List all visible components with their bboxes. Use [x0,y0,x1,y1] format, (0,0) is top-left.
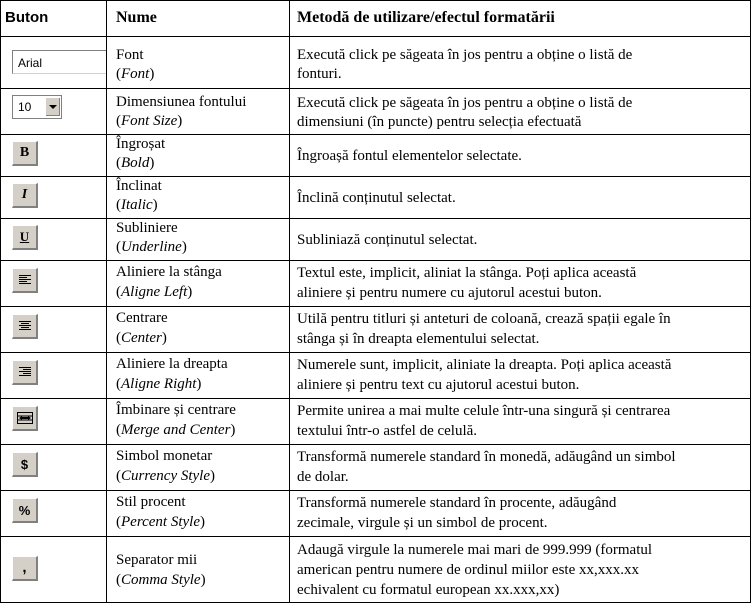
align-left-button[interactable] [12,268,38,293]
row-desc-line2: aliniere și pentru text cu ajutorul acestui buton. [297,377,580,393]
underline-button[interactable] [12,225,38,250]
row-name-en: (Bold) [116,155,155,171]
row-name: Înclinat [116,178,162,194]
row-name: Dimensiunea fontului [116,94,247,110]
merge-center-button[interactable] [12,406,38,431]
row-desc-line2: fonturi. [297,66,342,82]
row-name: Subliniere [116,220,178,236]
row-name-en: (Comma Style) [116,572,206,588]
row-desc-line1: Execută click pe săgeata în jos pentru a obține o listă de [297,47,633,63]
row-desc-line2: stânga și în dreapta elementului selectat. [297,331,540,347]
header-button: Buton [5,9,49,26]
align-center-icon [18,320,32,332]
row-name: Stil procent [116,494,186,510]
row-desc-line1: Textul este, implicit, aliniat la stânga. Poți aplica această [297,265,637,281]
italic-icon: I [21,187,28,202]
align-left-icon [18,274,32,286]
row-desc-line1: Numerele sunt, implicit, aliniate la dreapta. Poți aplica această [297,357,672,373]
row-name: Îmbinare și centrare [116,402,236,418]
row-name-en: (Merge and Center) [116,422,236,438]
row-name-en: (Italic) [116,197,158,213]
row-desc-line2: zecimale, virgule și un simbol de procent. [297,515,548,531]
row-name-en: (Aligne Right) [116,376,202,392]
row-name: Îngroșat [116,136,166,152]
align-right-icon [18,366,32,378]
row-desc-line1: Utilă pentru titluri și anteturi de coloană, crează spații egale în [297,311,671,327]
row-name-en: (Font) [116,66,155,82]
row-desc-line2: de dolar. [297,469,349,485]
bold-icon: B [19,145,30,160]
row-desc-line1: Transformă numerele standard în monedă, adăugând un simbol [297,449,676,465]
row-desc-line2: american pentru numere de ordinul miilor este xx,xxx.xx [297,562,639,578]
font-value: Arial [18,56,43,70]
currency-button[interactable] [12,452,38,477]
row-name: Aliniere la stânga [116,264,222,280]
align-center-button[interactable] [12,314,38,339]
currency-icon: $ [20,456,29,472]
percent-button[interactable] [12,498,38,523]
font-size-dropdown[interactable] [12,95,62,119]
merge-center-icon [16,411,34,425]
row-name-en: (Underline) [116,239,187,255]
header-method: Metodă de utilizare/efectul formatării [297,9,555,26]
row-desc-line1: Subliniază conținutul selectat. [297,232,478,248]
row-desc-line2: textului într-o astfel de celulă. [297,423,478,439]
row-name-en: (Percent Style) [116,514,205,530]
row-name-en: (Aligne Left) [116,284,193,300]
row-name-en: (Center) [116,330,167,346]
row-desc-line1: Îngroașă fontul elementelor selectate. [297,148,522,164]
row-name: Centrare [116,310,168,326]
row-desc-line1: Permite unirea a mai multe celule într-una singură și centrarea [297,403,671,419]
chevron-down-icon[interactable] [46,98,60,116]
row-name-en: (Font Size) [116,113,183,129]
row-name: Font [116,47,144,63]
underline-icon: U [19,229,30,244]
header-name: Nume [116,9,157,26]
font-size-value: 10 [18,100,32,114]
bold-button[interactable] [12,141,38,166]
row-desc-line1: Adaugă virgule la numerele mai mari de 999.999 (formatul [297,542,653,558]
row-desc-line2: dimensiuni (în puncte) pentru selecția efectuată [297,114,582,130]
row-desc-line1: Execută click pe săgeata în jos pentru a obține o listă de [297,95,633,111]
row-name: Aliniere la dreapta [116,356,228,372]
font-dropdown[interactable] [12,50,106,74]
align-right-button[interactable] [12,360,38,385]
row-desc-line1: Înclină conținutul selectat. [297,190,456,206]
row-desc-line2: aliniere și pentru numere cu ajutorul acestui buton. [297,285,602,301]
row-name-en: (Currency Style) [116,468,215,484]
row-desc-line1: Transformă numerele standard în procente, adăugând [297,495,617,511]
row-desc-line3: echivalent cu formatul european xx.xxx,xx) [297,582,560,598]
comma-icon: , [22,559,27,576]
row-name: Separator mii [116,552,198,568]
row-name: Simbol monetar [116,448,213,464]
comma-button[interactable] [12,556,38,581]
italic-button[interactable] [12,183,38,208]
percent-icon: % [18,502,31,518]
